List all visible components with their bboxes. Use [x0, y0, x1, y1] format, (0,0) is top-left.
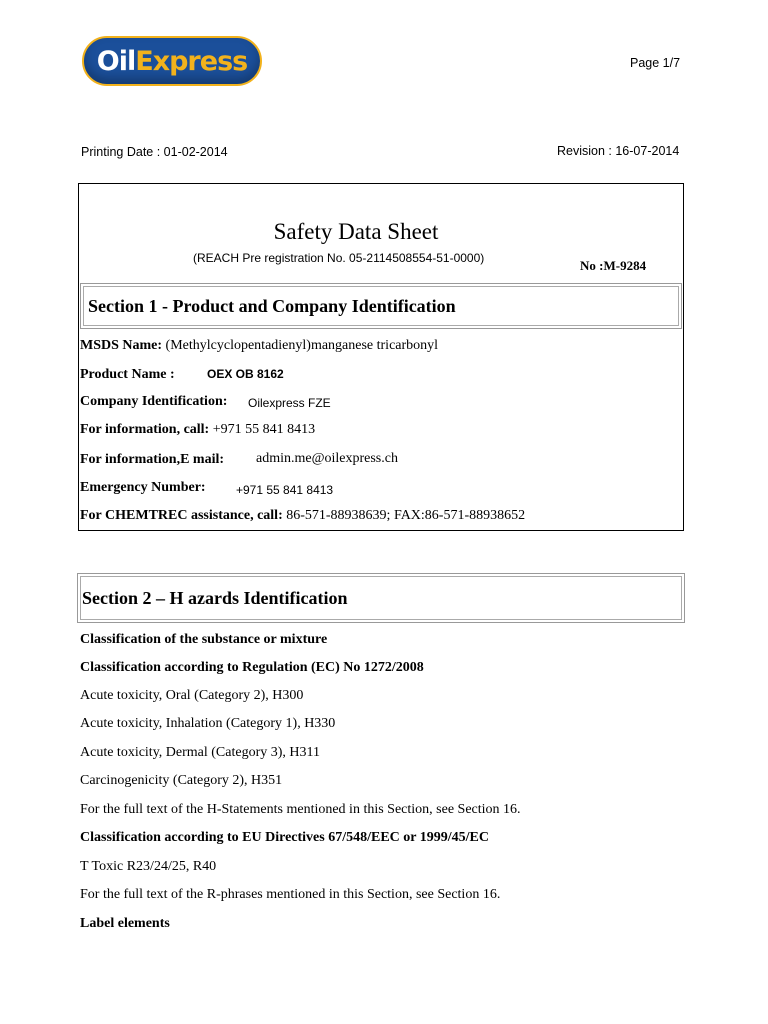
product-name-value: OEX OB 8162 [207, 367, 284, 381]
hazard-line: Acute toxicity, Inhalation (Category 1), H330 [80, 716, 336, 731]
field-value: (Methylcyclopentadienyl)manganese tricarbonyl [162, 338, 439, 353]
field-information-email [80, 452, 224, 468]
page-number: Page 1/7 [630, 56, 681, 70]
field-label: Emergency Number: [80, 480, 206, 495]
eu-directives-heading: Classification according to EU Directives 67/548/EEC or 1999/45/EC [80, 830, 489, 845]
printing-date: Printing Date : 01-02-2014 [81, 145, 228, 159]
field-label: Product Name : [80, 367, 175, 382]
oilexpress-logo [82, 36, 262, 86]
field-value: +971 55 841 8413 [209, 422, 316, 437]
reach-registration: (REACH Pre registration No. 05-2114508554-51-0000) [193, 251, 485, 265]
field-label: MSDS Name: [80, 338, 163, 353]
h-statements-note: For the full text of the H-Statements mentioned in this Section, see Section 16. [80, 802, 521, 817]
section2-heading [77, 573, 685, 623]
hazard-line: Acute toxicity, Dermal (Category 3), H311 [80, 745, 321, 760]
regulation-heading: Classification according to Regulation (EC) No 1272/2008 [80, 660, 424, 675]
email-value[interactable]: admin.me@oilexpress.ch [256, 451, 398, 466]
classification-heading: Classification of the substance or mixture [80, 632, 328, 647]
toxic-line: T Toxic R23/24/25, R40 [80, 859, 217, 874]
field-label: Company Identification: [80, 394, 228, 409]
field-value: 86-571-88938639; FAX:86-571-88938652 [282, 508, 526, 523]
document-title: Safety Data Sheet [273, 219, 439, 244]
field-chemtrec [80, 508, 525, 524]
section1-heading [80, 283, 682, 329]
field-emergency-number [80, 480, 206, 496]
hazard-line: Carcinogenicity (Category 2), H351 [80, 773, 283, 788]
logo-word-express: Express [135, 45, 248, 77]
logo-word-oil: Oil [96, 45, 136, 77]
hazard-line: Acute toxicity, Oral (Category 2), H300 [80, 688, 304, 703]
field-msds-name [80, 338, 438, 354]
field-information-call [80, 422, 315, 438]
field-product-name [80, 367, 175, 383]
field-label: For CHEMTREC assistance, call: [80, 508, 283, 523]
field-company-identification [80, 394, 227, 410]
emergency-number-value: +971 55 841 8413 [236, 483, 334, 497]
section1-heading-text: Section 1 - Product and Company Identification [88, 295, 456, 316]
r-phrases-note: For the full text of the R-phrases mentioned in this Section, see Section 16. [80, 887, 501, 902]
section2-heading-text: Section 2 – H azards Identification [82, 587, 348, 608]
field-label: For information,E mail: [80, 452, 225, 467]
company-identification-value: Oilexpress FZE [248, 396, 331, 410]
field-label: For information, call: [80, 422, 210, 437]
document-number: No :M-9284 [580, 258, 647, 273]
label-elements-heading: Label elements [80, 916, 170, 931]
revision-date: Revision : 16-07-2014 [557, 144, 680, 158]
